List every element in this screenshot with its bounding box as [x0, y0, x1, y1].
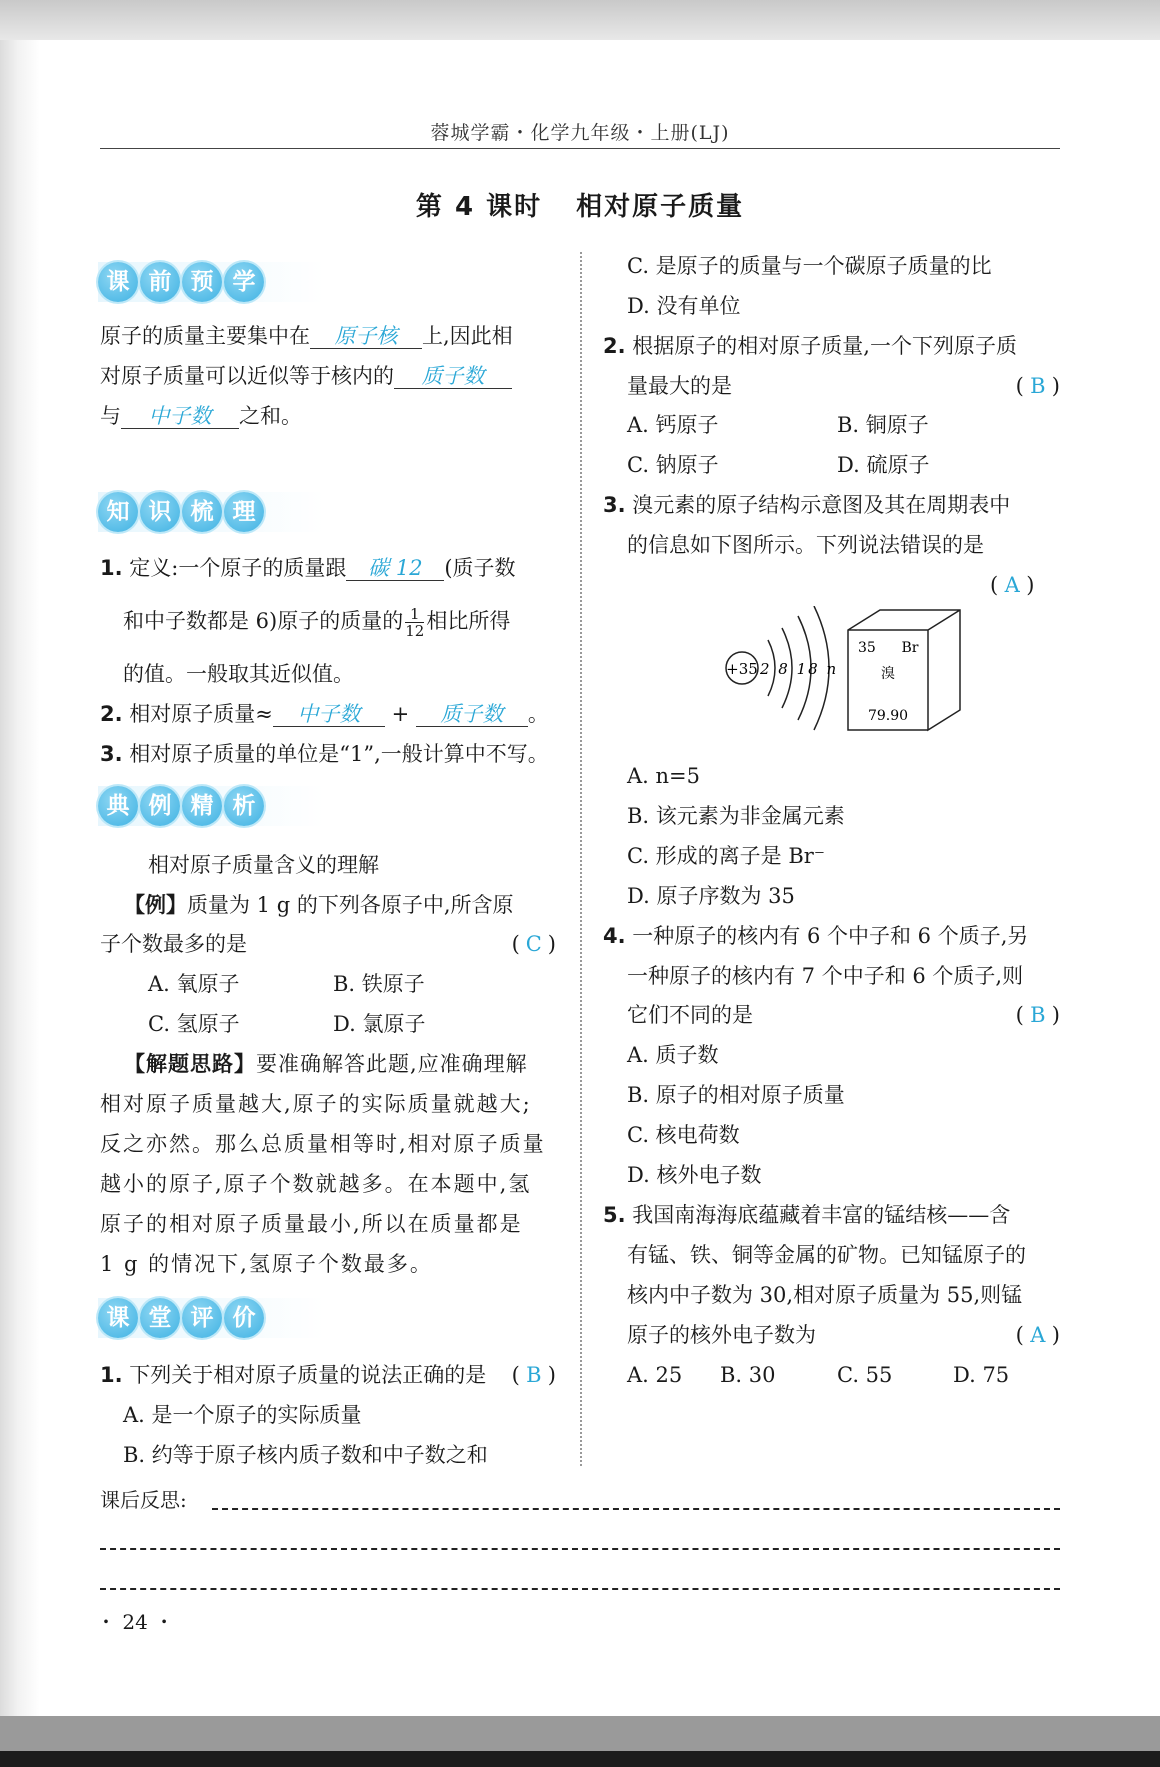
answer-blank: 中子数 [273, 702, 385, 727]
knowledge-item-1-cont: 和中子数都是 6)原子的质量的 $\frac{1}{12}$ 相比所得 [123, 605, 511, 640]
eval-q2-option-a: A. 钙原子 [627, 413, 719, 437]
example-option-c: C. 氢原子 [148, 1012, 240, 1036]
knowledge-item-1: 1. 定义:一个原子的质量跟 碳 12 (质子数 [100, 556, 516, 580]
knowledge-item-3: 3. 相对原子质量的单位是“1”,一般计算中不写。 [100, 742, 549, 766]
eval-q3-option-b: B. 该元素为非金属元素 [627, 804, 845, 828]
answer-choice: C [525, 932, 542, 956]
badge-char: 知 [98, 492, 138, 532]
eval-q3-answer: ( A ) [990, 573, 1035, 597]
badge-char: 评 [182, 1298, 222, 1338]
eval-q2-option-c: C. 钠原子 [627, 453, 719, 477]
eval-q1-option-a: A. 是一个原子的实际质量 [123, 1403, 362, 1427]
eval-q3: 3. 溴元素的原子结构示意图及其在周期表中 [603, 493, 1011, 517]
answer-choice: B [1030, 374, 1046, 398]
bromine-diagram [720, 606, 970, 734]
lesson-name: 相对原子质量 [576, 192, 745, 222]
reflection-line-2 [100, 1548, 1060, 1550]
answer-choice: B [526, 1363, 542, 1387]
nucleus-charge: +35 [726, 660, 758, 678]
answer-choice: A [1004, 573, 1020, 597]
column-divider [580, 252, 582, 1466]
eval-q2: 2. 根据原子的相对原子质量,一个下列原子质 [603, 334, 1017, 358]
reflection-line-3 [100, 1588, 1060, 1590]
badge-char: 典 [98, 786, 138, 826]
element-atomic-number: 35 [858, 640, 876, 656]
eval-q5-option-b: B. 30 [720, 1363, 776, 1387]
reflection-line-1 [212, 1508, 1060, 1510]
solution-line-1: 【解题思路】要准确解答此题,应准确理解 [124, 1052, 528, 1076]
badge-char: 精 [182, 786, 222, 826]
eval-q4: 4. 一种原子的核内有 6 个中子和 6 个质子,另 [603, 924, 1029, 948]
badge-char: 课 [98, 262, 138, 302]
knowledge-item-1-end: 的值。一般取其近似值。 [123, 662, 354, 686]
example-option-b: B. 铁原子 [333, 972, 425, 996]
solution-line-5: 原子的相对原子质量最小,所以在质量都是 [100, 1212, 523, 1236]
eval-q5-option-d: D. 75 [953, 1363, 1010, 1387]
eval-q3-option-d: D. 原子序数为 35 [627, 884, 795, 908]
preview-line-2: 对原子质量可以近似等于核内的 质子数 [100, 362, 512, 390]
eval-q4-option-a: A. 质子数 [627, 1043, 719, 1067]
section-badge-knowledge [98, 492, 324, 532]
badge-char: 理 [224, 492, 264, 532]
lesson-number: 第 4 课时 [415, 192, 543, 222]
element-mass: 79.90 [867, 708, 909, 724]
badge-char: 识 [140, 492, 180, 532]
knowledge-item-2: 2. 相对原子质量≈ 中子数 + 质子数 。 [100, 702, 549, 726]
badge-char: 堂 [140, 1298, 180, 1338]
element-symbol: Br [901, 640, 919, 656]
solution-line-6: 1 g 的情况下,氢原子个数最多。 [100, 1252, 433, 1276]
shell-electrons: 2 8 18 n [760, 660, 839, 678]
answer-blank: 原子核 [310, 324, 422, 349]
fraction-1-12: $\frac{1}{12}$ [405, 605, 425, 640]
eval-q3-cont: 的信息如下图所示。下列说法错误的是 [627, 533, 984, 557]
element-name: 溴 [881, 666, 895, 682]
eval-q1-option-b: B. 约等于原子核内质子数和中子数之和 [123, 1443, 488, 1467]
example-topic: 相对原子质量含义的理解 [148, 853, 379, 877]
eval-q3-option-a: A. n=5 [627, 764, 700, 788]
preview-line-3: 与 中子数 之和。 [100, 404, 302, 428]
page-number: ・ 24 ・ [96, 1610, 175, 1634]
badge-char: 学 [224, 262, 264, 302]
textbook-page [0, 40, 1160, 1716]
eval-q4-option-c: C. 核电荷数 [627, 1123, 740, 1147]
badge-char: 课 [98, 1298, 138, 1338]
badge-char: 梳 [182, 492, 222, 532]
example-option-d: D. 氯原子 [333, 1012, 426, 1036]
solution-line-2: 相对原子质量越大,原子的实际质量就越大; [100, 1092, 532, 1116]
answer-choice: B [1030, 1003, 1046, 1027]
eval-q5-cont-1: 有锰、铁、铜等金属的矿物。已知锰原子的 [627, 1243, 1026, 1267]
example-question-line-1: 【例】质量为 1 g 的下列各原子中,所含原 [124, 893, 514, 917]
eval-q2-option-d: D. 硫原子 [837, 453, 930, 477]
eval-q1: 1. 下列关于相对原子质量的说法正确的是 ( B ) [100, 1363, 556, 1387]
eval-q2-option-b: B. 铜原子 [837, 413, 929, 437]
eval-q2-cont: 量最大的是 ( B ) [627, 374, 1060, 398]
section-badge-evaluation [98, 1298, 324, 1338]
running-header: 蓉城学霸・化学九年级・上册(LJ) [430, 122, 730, 144]
eval-q4-cont-2: 它们不同的是 ( B ) [627, 1003, 1060, 1027]
header-rule [100, 148, 1060, 149]
lesson-title [0, 186, 1160, 223]
example-question-line-2: 子个数最多的是 ( C ) [100, 932, 556, 956]
eval-q5-option-c: C. 55 [837, 1363, 893, 1387]
eval-q5-cont-2: 核内中子数为 30,相对原子质量为 55,则锰 [627, 1283, 1023, 1307]
solution-line-4: 越小的原子,原子个数就越多。在本题中,氢 [100, 1172, 532, 1196]
answer-blank: 碳 12 [346, 556, 444, 581]
badge-char: 预 [182, 262, 222, 302]
page-top-shadow [0, 0, 1160, 40]
badge-char: 例 [140, 786, 180, 826]
section-badge-example [98, 786, 324, 826]
bottom-bar [0, 1751, 1160, 1767]
eval-q1-option-d: D. 没有单位 [627, 294, 741, 318]
eval-q5-cont-3: 原子的核外电子数为 ( A ) [627, 1323, 1060, 1347]
example-option-a: A. 氧原子 [148, 972, 240, 996]
badge-char: 前 [140, 262, 180, 302]
reflection-label: 课后反思: [100, 1488, 187, 1512]
answer-choice: A [1030, 1323, 1046, 1347]
badge-char: 析 [224, 786, 264, 826]
preview-line-1: 原子的质量主要集中在 原子核 上,因此相 [100, 324, 513, 348]
eval-q4-option-d: D. 核外电子数 [627, 1163, 762, 1187]
section-badge-preview [98, 262, 324, 302]
eval-q5-option-a: A. 25 [627, 1363, 683, 1387]
solution-line-3: 反之亦然。那么总质量相等时,相对原子质量 [100, 1132, 546, 1156]
badge-char: 价 [224, 1298, 264, 1338]
answer-blank: 质子数 [416, 702, 528, 727]
answer-blank: 质子数 [394, 364, 512, 389]
eval-q4-cont-1: 一种原子的核内有 7 个中子和 6 个质子,则 [627, 964, 1024, 988]
answer-blank: 中子数 [121, 404, 239, 429]
eval-q4-option-b: B. 原子的相对原子质量 [627, 1083, 845, 1107]
eval-q5: 5. 我国南海海底蕴藏着丰富的锰结核——含 [603, 1203, 1011, 1227]
eval-q1-option-c: C. 是原子的质量与一个碳原子质量的比 [627, 254, 992, 278]
eval-q3-option-c: C. 形成的离子是 Br⁻ [627, 844, 825, 868]
